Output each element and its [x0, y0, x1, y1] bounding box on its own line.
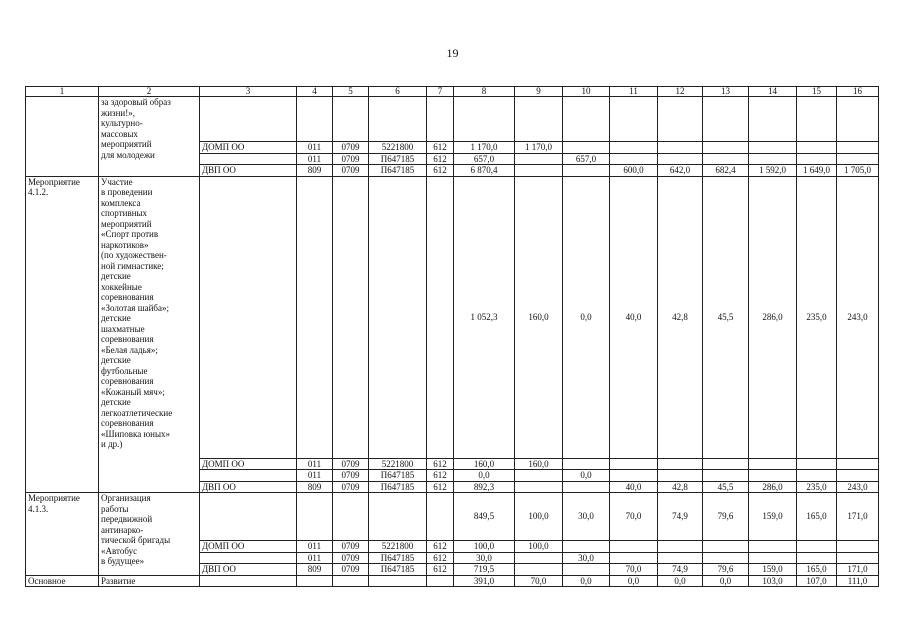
table-cell: 0709: [333, 541, 369, 553]
table-cell: 74,9: [658, 564, 703, 576]
table-cell: 809: [297, 564, 333, 576]
table-cell: 011: [297, 470, 333, 482]
header-cell: 1: [26, 87, 99, 97]
table-cell: [563, 165, 610, 177]
total-value: 243,0: [837, 176, 879, 458]
table-cell: 286,0: [749, 481, 797, 493]
block3-total-row: [26, 493, 879, 541]
table-cell: 5221800: [369, 541, 427, 553]
table-cell: [837, 142, 879, 154]
total-value: 79,6: [703, 493, 749, 541]
table-cell: П647185: [369, 552, 427, 564]
table-cell: 160,0: [454, 458, 515, 470]
table-cell: [797, 552, 837, 564]
table-cell: [658, 142, 703, 154]
table-cell: [837, 541, 879, 553]
table-cell: [749, 142, 797, 154]
table-cell: 243,0: [837, 481, 879, 493]
table-cell: 892,3: [454, 481, 515, 493]
table-cell: 0709: [333, 165, 369, 177]
table-cell: [610, 458, 658, 470]
table-cell: [797, 470, 837, 482]
source-cell: [200, 552, 297, 564]
table-cell: 30,0: [454, 552, 515, 564]
table-cell: [658, 470, 703, 482]
table-cell: П647185: [369, 153, 427, 165]
source-cell: ДВП ОО: [200, 165, 297, 177]
header-cell: 4: [297, 87, 333, 97]
table-cell: 5221800: [369, 142, 427, 154]
table-cell: 809: [297, 165, 333, 177]
table-cell: [610, 142, 658, 154]
table-cell: 0,0: [658, 575, 703, 587]
table-cell: 600,0: [610, 165, 658, 177]
header-cell: 15: [797, 87, 837, 97]
table-cell: [563, 142, 610, 154]
header-row: [26, 87, 879, 97]
table-cell: [515, 552, 563, 564]
total-value: 160,0: [515, 176, 563, 458]
table-cell: 5221800: [369, 458, 427, 470]
table-cell: 235,0: [797, 481, 837, 493]
table-cell: 171,0: [837, 564, 879, 576]
table-cell: 1 592,0: [749, 165, 797, 177]
table-cell: [749, 552, 797, 564]
table-cell: 42,8: [658, 481, 703, 493]
header-cell: 7: [427, 87, 454, 97]
budget-table: [25, 86, 879, 587]
table-cell: [658, 153, 703, 165]
table-cell: 0709: [333, 470, 369, 482]
table-cell: 011: [297, 458, 333, 470]
header-cell: 16: [837, 87, 879, 97]
total-value: 171,0: [837, 493, 879, 541]
block2-name: Участие в проведении комплекса спортивных мероприятий «Спорт против наркотиков» (по художествен- ной гимнастике; детские хоккейные соревнования «Золотая шайба»; детские шахматные соревнования «Белая ладья»; детские футбольные соревнования «Кожаный мяч»; детские легкоатлетические соревнования «Шиповка юных» и др.): [99, 176, 200, 493]
table-cell: [515, 165, 563, 177]
total-value: 70,0: [610, 493, 658, 541]
table-cell: [563, 458, 610, 470]
table-cell: 612: [427, 481, 454, 493]
table-cell: 612: [427, 541, 454, 553]
table-cell: 011: [297, 153, 333, 165]
table-cell: [749, 541, 797, 553]
table-cell: [610, 552, 658, 564]
table-cell: [797, 541, 837, 553]
total-value: 74,9: [658, 493, 703, 541]
block1-label-cell: [26, 97, 99, 177]
total-value: 159,0: [749, 493, 797, 541]
table-cell: 107,0: [797, 575, 837, 587]
table-cell: 45,5: [703, 481, 749, 493]
source-cell: ДВП ОО: [200, 564, 297, 576]
table-cell: [658, 458, 703, 470]
block4-label: Основное: [26, 575, 99, 587]
table-cell: 642,0: [658, 165, 703, 177]
total-value: 45,5: [703, 176, 749, 458]
table-cell: 0709: [333, 552, 369, 564]
table-cell: 011: [297, 142, 333, 154]
table-cell: П647185: [369, 165, 427, 177]
table-cell: 612: [427, 153, 454, 165]
block4-name: Развитие: [99, 575, 200, 587]
total-value: 235,0: [797, 176, 837, 458]
total-value: 286,0: [749, 176, 797, 458]
table-cell: 0709: [333, 481, 369, 493]
table-cell: 1 705,0: [837, 165, 879, 177]
block1-name-row: [26, 97, 879, 142]
total-value: 0,0: [563, 176, 610, 458]
table-cell: 657,0: [563, 153, 610, 165]
table-cell: [749, 470, 797, 482]
table-cell: [837, 153, 879, 165]
table-cell: [658, 541, 703, 553]
source-cell: ДОМП ОО: [200, 458, 297, 470]
table-cell: 391,0: [454, 575, 515, 587]
table-cell: 100,0: [515, 541, 563, 553]
table-cell: 0,0: [703, 575, 749, 587]
table-cell: 0709: [333, 142, 369, 154]
total-value: 100,0: [515, 493, 563, 541]
total-value: 30,0: [563, 493, 610, 541]
table-cell: [749, 458, 797, 470]
table-cell: 809: [297, 481, 333, 493]
table-cell: 0709: [333, 564, 369, 576]
header-cell: 10: [563, 87, 610, 97]
table-cell: 70,0: [515, 575, 563, 587]
source-cell: [200, 470, 297, 482]
table-cell: 612: [427, 552, 454, 564]
total-value: 165,0: [797, 493, 837, 541]
header-cell: 13: [703, 87, 749, 97]
block2-total-row: [26, 176, 879, 458]
table-cell: [610, 470, 658, 482]
table-cell: [563, 481, 610, 493]
table-cell: 0709: [333, 458, 369, 470]
table-cell: П647185: [369, 470, 427, 482]
header-cell: 6: [369, 87, 427, 97]
table-cell: 612: [427, 470, 454, 482]
table-cell: 6 870,4: [454, 165, 515, 177]
table-cell: 103,0: [749, 575, 797, 587]
block3-label: Мероприятие 4.1.3.: [26, 493, 99, 576]
table-cell: [837, 552, 879, 564]
table-cell: 111,0: [837, 575, 879, 587]
header-cell: 3: [200, 87, 297, 97]
table-cell: 79,6: [703, 564, 749, 576]
table-cell: [610, 153, 658, 165]
table-cell: 612: [427, 165, 454, 177]
table-cell: [563, 541, 610, 553]
table-cell: 0,0: [563, 575, 610, 587]
table-cell: 0,0: [563, 470, 610, 482]
table-cell: [515, 153, 563, 165]
header-cell: 12: [658, 87, 703, 97]
header-cell: 9: [515, 87, 563, 97]
table-cell: [797, 153, 837, 165]
table-cell: 719,5: [454, 564, 515, 576]
table-cell: 165,0: [797, 564, 837, 576]
table-cell: [837, 458, 879, 470]
table-cell: 682,4: [703, 165, 749, 177]
table-cell: П647185: [369, 481, 427, 493]
table-cell: 159,0: [749, 564, 797, 576]
table-cell: 011: [297, 541, 333, 553]
header-cell: 14: [749, 87, 797, 97]
total-value: 849,5: [454, 493, 515, 541]
table-cell: [703, 541, 749, 553]
source-cell: [200, 153, 297, 165]
table-cell: 100,0: [454, 541, 515, 553]
table-cell: 70,0: [610, 564, 658, 576]
table-cell: [703, 552, 749, 564]
block3-name: Организация работы передвижной антинарко- тической бригады «Автобус в будущее»: [99, 493, 200, 576]
table-cell: [515, 481, 563, 493]
table-cell: 40,0: [610, 481, 658, 493]
block1-name: за здоровый образ жизни!», культурно- массовых мероприятий для молодежи: [99, 97, 200, 177]
table-cell: [703, 470, 749, 482]
table-cell: 0,0: [454, 470, 515, 482]
table-cell: [563, 564, 610, 576]
total-value: 42,8: [658, 176, 703, 458]
table-cell: [610, 541, 658, 553]
total-value: 1 052,3: [454, 176, 515, 458]
table-cell: 612: [427, 142, 454, 154]
table-cell: 612: [427, 564, 454, 576]
table-cell: 30,0: [563, 552, 610, 564]
table-cell: 612: [427, 458, 454, 470]
table-cell: 0,0: [610, 575, 658, 587]
table-cell: [797, 142, 837, 154]
header-cell: 8: [454, 87, 515, 97]
table-cell: 0709: [333, 153, 369, 165]
table-cell: [515, 470, 563, 482]
table-cell: [797, 458, 837, 470]
table-cell: 1 649,0: [797, 165, 837, 177]
header-cell: 2: [99, 87, 200, 97]
table-cell: [703, 458, 749, 470]
table-cell: 1 170,0: [515, 142, 563, 154]
header-cell: 11: [610, 87, 658, 97]
table-cell: [515, 564, 563, 576]
table-cell: [837, 470, 879, 482]
total-value: 40,0: [610, 176, 658, 458]
table-cell: [703, 153, 749, 165]
table-cell: П647185: [369, 564, 427, 576]
table-cell: [658, 552, 703, 564]
table-cell: [703, 142, 749, 154]
table-cell: 160,0: [515, 458, 563, 470]
source-cell: ДОМП ОО: [200, 142, 297, 154]
block2-label: Мероприятие 4.1.2.: [26, 176, 99, 493]
page-number: 19: [446, 46, 459, 60]
header-cell: 5: [333, 87, 369, 97]
source-cell: ДОМП ОО: [200, 541, 297, 553]
table-cell: 011: [297, 552, 333, 564]
source-cell: ДВП ОО: [200, 481, 297, 493]
table-cell: 1 170,0: [454, 142, 515, 154]
block4-row: [26, 575, 879, 587]
table-cell: [749, 153, 797, 165]
table-cell: 657,0: [454, 153, 515, 165]
